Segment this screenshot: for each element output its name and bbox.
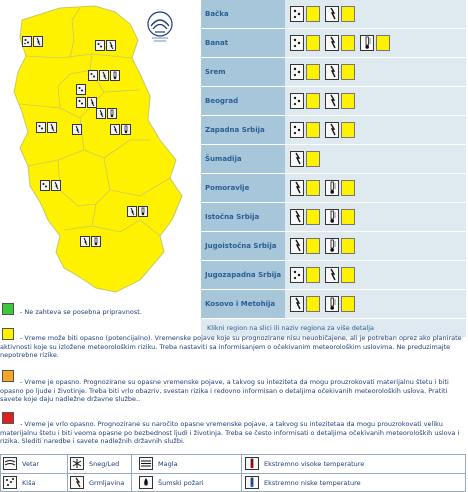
legend-orange-text: - Vreme je opasno. Prognozirane su opasne vremenske pojave, a takvog su intezitetа da mogu prouzrokovati materijalnu štetu i biti opasno po ljude i životinje. Treba biti vrlo obazriv, svestan rizika i redovno informisan o detaljima očekivanih meteoroloških uslova. Pratiti savete koje daju nadležne državne službe..: [0, 378, 449, 403]
legend-yellow: [0, 326, 466, 364]
region-name-link[interactable]: Istočna Srbija: [201, 203, 285, 231]
heat-icon: [325, 180, 339, 196]
legend-green-text: - Ne zahteva se posebna pripravnost.: [20, 308, 142, 316]
yellow-level-box: [306, 93, 320, 109]
key-cold: [245, 476, 361, 489]
key-rain-label: Kiša: [22, 478, 36, 487]
yellow-level-box: [341, 122, 355, 138]
lightning-icon: [290, 238, 304, 254]
heat-icon: [110, 70, 120, 81]
lightning-icon: [325, 6, 339, 22]
wind-icon: [290, 267, 304, 283]
key-wind-label: Vetar: [22, 459, 40, 468]
lightning-icon: [325, 93, 339, 109]
map-marker-banat-north[interactable]: [95, 40, 116, 51]
yellow-level-box: [341, 6, 355, 22]
rhmz-logo: [146, 10, 174, 44]
yellow-level-box: [306, 122, 320, 138]
fire-icon: [139, 476, 153, 489]
icon-key: [0, 454, 466, 492]
region-row[interactable]: [201, 87, 466, 115]
legend-red: [0, 410, 466, 450]
yellow-level-box: [341, 35, 355, 51]
lightning-icon: [70, 476, 84, 489]
heat-icon: [325, 209, 339, 225]
region-warning-icons: [285, 0, 466, 28]
snowflake-icon: [70, 457, 84, 470]
wind-icon: [290, 93, 304, 109]
region-name-link[interactable]: Beograd: [201, 87, 285, 115]
region-warning-icons: [285, 232, 466, 260]
region-name-link[interactable]: Zapadna Srbija: [201, 116, 285, 144]
key-thunder-label: Grmljavina: [89, 478, 125, 487]
region-name-link[interactable]: Jugozapadna Srbija: [201, 261, 285, 289]
region-warning-icons: [285, 87, 466, 115]
map-marker-istocna-srbija[interactable]: [110, 124, 131, 135]
region-row[interactable]: [201, 203, 466, 231]
heat-icon: [138, 206, 148, 217]
wind-icon: [40, 180, 50, 191]
cold-icon: [245, 476, 259, 489]
lightning-icon: [290, 209, 304, 225]
wind-icon: [22, 36, 32, 47]
legend-yellow-text: - Vreme može biti opasno (potencijalno). Vremenske pojave koje su prognozirane nisu neuobičajene, ali je potreban oprez ako planirate aktivnosti koje su izložene meteorološkim riziku. Treba nastaviti sa informisanjem o očekivanim meteorološkim uslovima. Ne preduzimajte nepotrebne rizike.: [0, 334, 462, 359]
region-row[interactable]: [201, 174, 466, 202]
heat-icon: [245, 457, 259, 470]
yellow-level-box: [306, 35, 320, 51]
key-cold-label: Ekstremno niske temperature: [264, 478, 361, 487]
region-name-link[interactable]: Kosovo i Metohija: [201, 290, 285, 318]
heat-icon: [121, 124, 131, 135]
lightning-icon: [325, 35, 339, 51]
map-marker-jugozapadna-srbija[interactable]: [40, 180, 61, 191]
region-row[interactable]: [201, 145, 466, 173]
region-row[interactable]: [201, 29, 466, 57]
lightning-icon: [51, 180, 61, 191]
region-name-link[interactable]: Banat: [201, 29, 285, 57]
wind-icon: [76, 97, 86, 108]
lightning-icon: [99, 70, 109, 81]
key-forest-fire: [139, 476, 204, 489]
wind-icon: [76, 84, 86, 95]
yellow-level-box: [341, 93, 355, 109]
wind-icon: [36, 122, 46, 133]
wind-icon: [290, 64, 304, 80]
key-wind: [3, 457, 39, 470]
region-warning-icons: [285, 203, 466, 231]
region-warning-icons: [285, 58, 466, 86]
wind-icon: [95, 40, 105, 51]
region-warning-icons: [285, 116, 466, 144]
lightning-icon: [110, 124, 120, 135]
green-swatch: [2, 303, 14, 315]
key-heat-label: Ekstremno visoke temperature: [264, 459, 365, 468]
region-row[interactable]: [201, 0, 466, 28]
lightning-icon: [325, 122, 339, 138]
region-name-link[interactable]: Srem: [201, 58, 285, 86]
wind-icon: [290, 122, 304, 138]
lightning-icon: [96, 108, 106, 119]
map-marker-beograd[interactable]: [76, 97, 97, 108]
yellow-level-box: [306, 64, 320, 80]
lightning-icon: [290, 151, 304, 167]
heat-icon: [107, 108, 117, 119]
map-marker-pomoravlje[interactable]: [96, 108, 117, 119]
wind-icon: [290, 35, 304, 51]
key-thunder: [70, 476, 124, 489]
lightning-icon: [72, 124, 82, 135]
region-name-link[interactable]: Pomoravlje: [201, 174, 285, 202]
lightning-icon: [47, 122, 57, 133]
yellow-level-box: [306, 6, 320, 22]
yellow-level-box: [306, 180, 320, 196]
region-warning-icons: [285, 29, 466, 57]
lightning-icon: [80, 236, 90, 247]
key-snow: [70, 457, 119, 470]
region-row[interactable]: [201, 116, 466, 144]
yellow-level-box: [306, 238, 320, 254]
yellow-level-box: [341, 267, 355, 283]
regions-note: Klikni region na slici ili naziv regiona za više detalja: [201, 319, 466, 337]
region-warning-icons: [285, 261, 466, 289]
map-marker-kosovo[interactable]: [80, 236, 101, 247]
key-forest-fire-label: Šumski požari: [158, 478, 204, 487]
key-heat: [245, 457, 364, 470]
lightning-icon: [106, 40, 116, 51]
legend-red-text: - Vreme je vrlo opasno. Prognozirane su naročito opasne vremenske pojave, a takvog su intezitetaa da mogu prouzrokovati veliku materijalnu štetu i biti veoma opasne po bezbednost ljudi i životinja. Treba se često informisati o detaljima očekivanih meteoroloških uslova i rizika. Slediti naredbe i savete nadležnih državnih službi.: [0, 420, 460, 445]
region-name-link[interactable]: Bačka: [201, 0, 285, 28]
rain-icon: [3, 476, 17, 489]
yellow-level-box: [341, 209, 355, 225]
region-row[interactable]: [201, 232, 466, 260]
map-marker-srem[interactable]: [76, 84, 86, 95]
yellow-level-box: [306, 151, 320, 167]
region-name-link[interactable]: Jugoistočna Srbija: [201, 232, 285, 260]
region-name-link[interactable]: Šumadija: [201, 145, 285, 173]
heat-icon: [325, 238, 339, 254]
heat-icon: [360, 35, 374, 51]
region-row[interactable]: [201, 58, 466, 86]
lightning-icon: [325, 64, 339, 80]
wind-icon: [290, 6, 304, 22]
wind-icon: [3, 457, 17, 470]
key-rain: [3, 476, 35, 489]
yellow-level-box: [341, 180, 355, 196]
key-fog-label: Magla: [158, 459, 178, 468]
warning-map[interactable]: [0, 0, 200, 295]
map-marker-backa[interactable]: [22, 36, 43, 47]
heat-icon: [91, 236, 101, 247]
key-fog: [139, 457, 178, 470]
region-row[interactable]: [201, 261, 466, 289]
yellow-level-box: [341, 64, 355, 80]
lightning-icon: [325, 267, 339, 283]
legend-orange: [0, 368, 466, 406]
wind-icon: [88, 70, 98, 81]
map-marker-zapadna-srbija[interactable]: [36, 122, 57, 133]
yellow-level-box: [341, 238, 355, 254]
lightning-icon: [127, 206, 137, 217]
lightning-icon: [33, 36, 43, 47]
lightning-icon: [87, 97, 97, 108]
map-marker-jugoistocna-srbija[interactable]: [127, 206, 148, 217]
legend-green: [0, 300, 466, 324]
map-marker-sumadija[interactable]: [72, 124, 82, 135]
key-snow-label: Sneg/Led: [89, 459, 120, 468]
region-list: [201, 0, 466, 337]
fog-icon: [139, 457, 153, 470]
yellow-level-box: [306, 209, 320, 225]
lightning-icon: [290, 180, 304, 196]
yellow-level-box: [306, 267, 320, 283]
map-marker-banat[interactable]: [88, 70, 120, 81]
yellow-level-box: [376, 35, 390, 51]
region-warning-icons: [285, 145, 466, 173]
region-warning-icons: [285, 174, 466, 202]
